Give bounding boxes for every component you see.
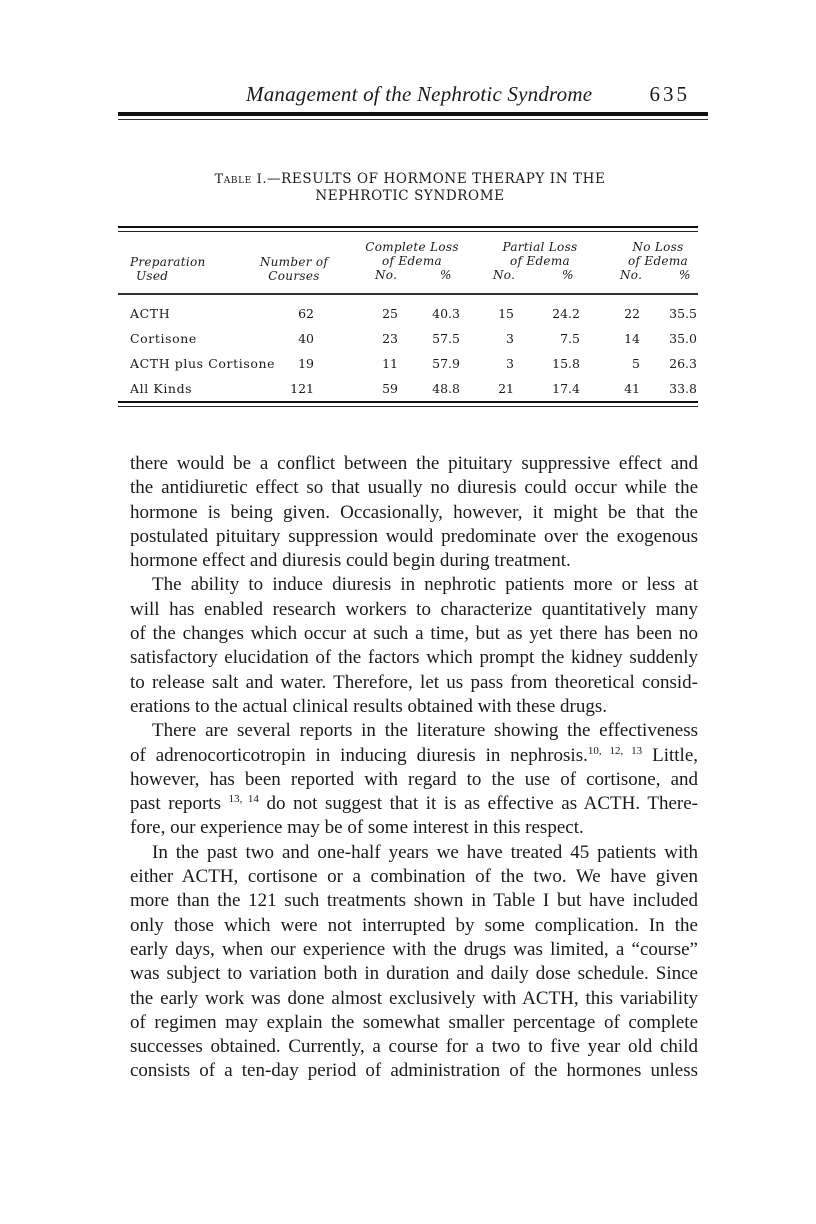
text-segment: past reports	[130, 793, 229, 815]
text-segment: erations to the actual clinical results obtained with these drugs.	[130, 695, 607, 717]
table-cell-n-pct: 35.0	[669, 331, 697, 346]
header-partial-no: No.	[493, 268, 516, 282]
text-segment: There are several reports in the literature showing the effectiveness	[152, 720, 698, 742]
text-segment: hormone is being given. Occasionally, however, it might be that the	[130, 501, 698, 523]
text-line	[130, 889, 698, 913]
table-cell-p-no: 15	[498, 306, 514, 321]
text-segment: will has enabled research workers to characterize quantitatively many	[130, 598, 698, 620]
table-cell-p-pct: 15.8	[552, 356, 580, 371]
table-cell-courses: 62	[298, 306, 314, 321]
text-segment: postulated pituitary suppression would predominate over the exogenous	[130, 525, 698, 547]
text-line	[130, 1035, 698, 1059]
text-segment: only those which were not interrupted by some complication. In the	[130, 914, 698, 936]
text-segment: successes obtained. Currently, a course for a two to five year old child	[130, 1036, 698, 1058]
text-line	[130, 598, 698, 622]
table-cell-c-no: 59	[382, 381, 398, 396]
table-row-label: Cortisone	[130, 331, 305, 346]
header-complete-no: No.	[375, 268, 398, 282]
table-cell-p-pct: 24.2	[552, 306, 580, 321]
table-caption-line1: —RESULTS OF HORMONE THERAPY IN THE	[267, 171, 606, 187]
text-segment: there would be a conflict between the pituitary suppressive effect and	[130, 453, 698, 474]
table-cell-n-no: 41	[624, 381, 640, 396]
body-text	[130, 452, 698, 1084]
text-segment: was subject to variation both in duration and daily dose schedule. Since	[130, 963, 698, 985]
header-partial-pct: %	[562, 268, 574, 282]
table-bottom-rule	[118, 401, 698, 403]
table-caption	[140, 171, 680, 205]
text-segment: do not suggest that it is as effective as ACTH. There-	[258, 793, 699, 815]
text-segment: consists of a ten-day period of administration of the hormones unless	[130, 1060, 698, 1082]
header-complete-pct: %	[440, 268, 452, 282]
text-line	[130, 914, 698, 938]
text-segment: satisfactory elucidation of the factors which prompt the kidney suddenly	[130, 647, 698, 669]
table-caption-line2: NEPHROTIC SYNDROME	[315, 188, 505, 204]
table-cell-n-no: 14	[624, 331, 640, 346]
table-cell-c-pct: 57.5	[432, 331, 460, 346]
table-header-rule	[118, 293, 698, 295]
citation-superscript: 13, 14	[228, 793, 259, 806]
text-line	[130, 841, 698, 865]
table-cell-courses: 19	[298, 356, 314, 371]
text-segment: the early work was done almost exclusively with ACTH, this variability	[130, 987, 698, 1009]
header-rule-thin	[118, 119, 708, 120]
table-bottom-rule-thin	[118, 406, 698, 407]
text-segment: however, has been reported with regard to the use of cortisone, and	[130, 768, 698, 790]
header-none-no: No.	[620, 268, 643, 282]
table-cell-c-no: 11	[382, 356, 398, 371]
header-no-loss: No Loss of Edema	[628, 240, 688, 268]
text-line	[130, 744, 698, 768]
text-segment: of adrenocorticotropin in inducing diuresis in nephrosis.	[130, 744, 588, 766]
text-line	[130, 1059, 698, 1083]
text-segment: the antidiuretic effect so that usually no diuresis could occur while the	[130, 477, 698, 499]
text-segment: more than the 121 such treatments shown in Table I but have included	[130, 890, 698, 912]
text-line	[130, 622, 698, 646]
text-segment: early days, when our experience with the drugs was limited, a “course”	[130, 938, 698, 960]
text-line	[130, 816, 698, 840]
table-cell-p-no: 21	[498, 381, 514, 396]
text-line	[130, 768, 698, 792]
table-top-rule	[118, 226, 698, 228]
text-line	[130, 987, 698, 1011]
header-partial-loss: Partial Loss of Edema	[502, 240, 578, 268]
table-cell-p-pct: 17.4	[552, 381, 580, 396]
table-cell-n-no: 22	[624, 306, 640, 321]
table-cell-c-pct: 40.3	[432, 306, 460, 321]
text-line	[130, 719, 698, 743]
text-segment: hormone effect and diuresis could begin during treatment.	[130, 550, 571, 572]
text-line	[130, 671, 698, 695]
text-line	[130, 573, 698, 597]
table-cell-n-pct: 26.3	[669, 356, 697, 371]
text-line	[130, 501, 698, 525]
table-cell-n-no: 5	[632, 356, 640, 371]
text-line	[130, 452, 698, 476]
text-line	[130, 695, 698, 719]
page-number: 635	[649, 82, 690, 106]
text-segment: fore, our experience may be of some interest in this respect.	[130, 817, 584, 839]
header-rule-thick	[118, 112, 708, 116]
text-line	[130, 865, 698, 889]
text-segment: to release salt and water. Therefore, let us pass from theoretical consid-	[130, 671, 698, 693]
text-line	[130, 938, 698, 962]
table-cell-n-pct: 35.5	[669, 306, 697, 321]
citation-superscript: 10, 12, 13	[587, 744, 643, 757]
text-line	[130, 646, 698, 670]
text-line	[130, 476, 698, 500]
table-cell-c-no: 23	[382, 331, 398, 346]
table-row-label: ACTH	[130, 306, 305, 321]
table-cell-c-no: 25	[382, 306, 398, 321]
text-segment: Little,	[642, 744, 699, 766]
text-segment: In the past two and one-half years we have treated 45 patients with	[152, 841, 698, 863]
table-cell-n-pct: 33.8	[669, 381, 697, 396]
table-top-rule-thin	[118, 231, 698, 232]
text-line	[130, 1011, 698, 1035]
header-none-pct: %	[679, 268, 691, 282]
text-line	[130, 792, 698, 816]
table-cell-courses: 121	[290, 381, 314, 396]
table-cell-p-no: 3	[506, 331, 514, 346]
table-row-label: All Kinds	[130, 381, 305, 396]
header-preparation: Preparation Used	[130, 255, 206, 283]
table-cell-p-pct: 7.5	[560, 331, 580, 346]
text-segment: of regimen may explain the somewhat smaller percentage of complete	[130, 1011, 698, 1033]
text-segment: The ability to induce diuresis in nephrotic patients more or less at	[152, 574, 698, 596]
table-cell-courses: 40	[298, 331, 314, 346]
table-cell-p-no: 3	[506, 356, 514, 371]
header-courses: Number of Courses	[259, 255, 329, 283]
text-segment: of the changes which occur at such a time, but as yet there has been no	[130, 623, 698, 645]
running-head	[118, 82, 708, 108]
table-caption-prefix: Table I.	[214, 172, 268, 187]
table-cell-c-pct: 48.8	[432, 381, 460, 396]
running-head-title: Management of the Nephrotic Syndrome	[246, 82, 593, 106]
table-cell-c-pct: 57.9	[432, 356, 460, 371]
text-line	[130, 962, 698, 986]
text-segment: either ACTH, cortisone or a combination of the two. We have given	[130, 866, 698, 888]
text-line	[130, 525, 698, 549]
header-complete-loss: Complete Loss of Edema	[365, 240, 459, 268]
text-line	[130, 549, 698, 573]
table-row-label: ACTH plus Cortisone	[130, 356, 305, 371]
